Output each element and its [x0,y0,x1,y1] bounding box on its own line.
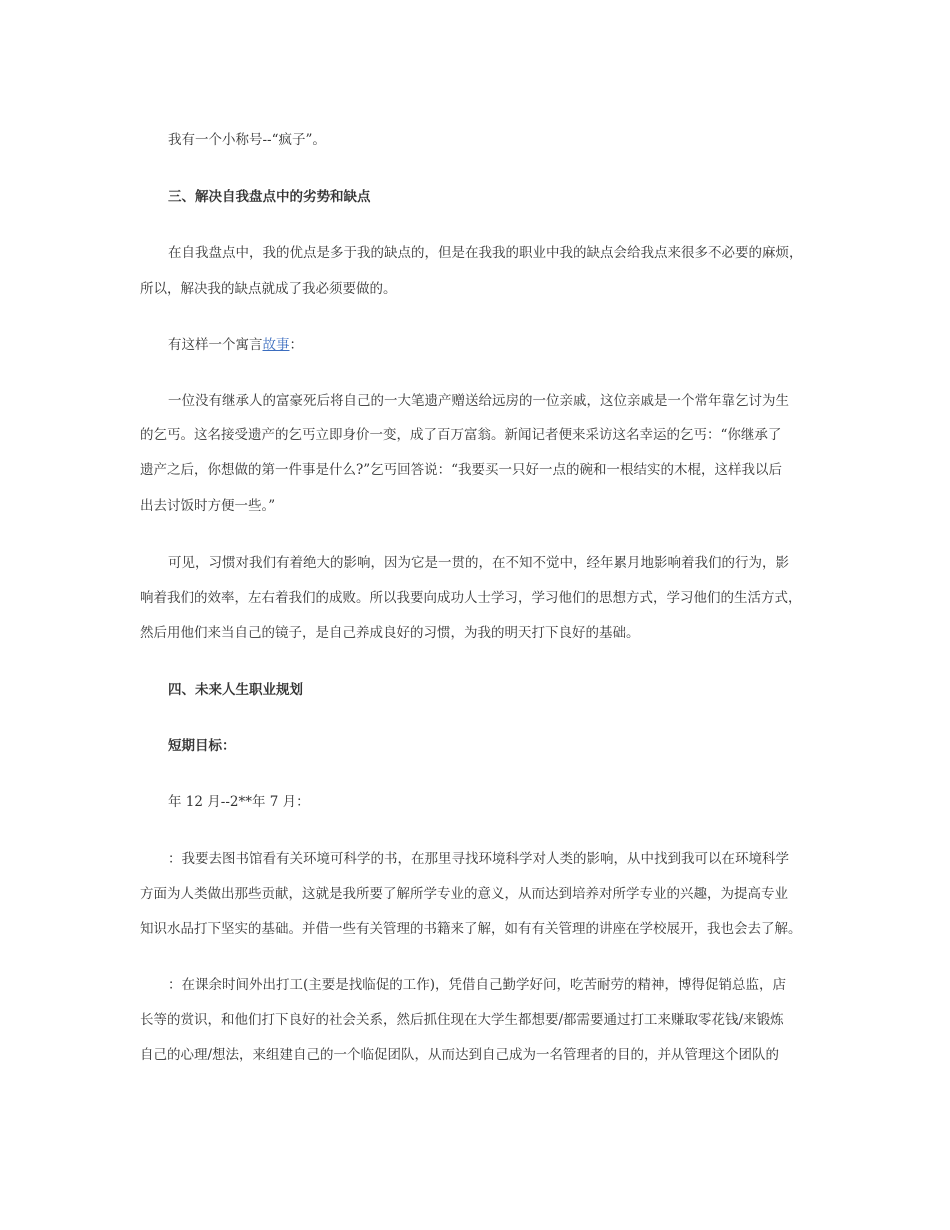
paragraph-nickname: 我有一个小称号--“疯子”。 [168,132,326,148]
para-fable-line-4: 出去讨饭时方便一些。” [140,498,276,514]
para-work-line-3: 自己的心理/想法，来组建自己的一个临促团队，从而达到自己成为一名管理者的目的，并从管理这个团队的 [140,1047,780,1063]
para-study-line-2: 方面为人类做出那些贡献，这就是我所要了解所学专业的意义，从而达到培养对所学专业的兴趣，为提高专业 [140,886,788,902]
para-work-line-2: 长等的赏识，和他们打下良好的社会关系，然后抓住现在大学生都想要/都需要通过打工来赚取零花钱/来锻炼 [140,1012,784,1028]
para-habit-line-2: 响着我们的效率，左右着我们的成败。所以我要向成功人士学习，学习他们的思想方式，学习他们的生活方式， [140,590,802,606]
para-habit-line-1: 可见，习惯对我们有着绝大的影响，因为它是一贯的，在不知不觉中，经年累月地影响着我们的行为，影 [168,555,789,571]
para-fable-line-2: 的乞丐。这名接受遗产的乞丐立即身价一变，成了百万富翁。新闻记者便来采访这名幸运的乞丐：“你继承了 [140,427,782,443]
para-fable-line-3: 遗产之后，你想做的第一件事是什么?”乞丐回答说：“我要买一只好一点的碗和一根结实的木棍，这样我以后 [140,462,783,478]
para-weakness-line-2: 所以，解决我的缺点就成了我必须要做的。 [140,281,397,297]
para-study-line-1: ：我要去图书馆看有关环境可科学的书，在那里寻找环境科学对人类的影响，从中找到我可以在环境科学 [168,851,789,867]
heading-section-four: 四、未来人生职业规划 [168,682,303,698]
fable-intro-prefix: 有这样一个寓言 [168,337,263,353]
para-weakness-line-1: 在自我盘点中，我的优点是多于我的缺点的，但是在我我的职业中我的缺点会给我点来很多不必要的麻烦， [168,245,803,261]
heading-short-term-goals: 短期目标： [168,738,236,754]
para-fable-line-1: 一位没有继承人的富豪死后将自己的一大笔遗产赠送给远房的一位亲戚，这位亲戚是一个常年靠乞讨为生 [168,393,789,409]
date-range: 年 12 月--2**年 7 月： [168,794,310,810]
para-study-line-3: 知识水品打下坚实的基础。并借一些有关管理的书籍来了解，如有有关管理的讲座在学校展开，我也会去了解。 [140,921,802,937]
para-habit-line-3: 然后用他们来当自己的镜子，是自己养成良好的习惯，为我的明天打下良好的基础。 [140,625,640,641]
heading-section-three: 三、解决自我盘点中的劣势和缺点 [168,189,371,205]
para-work-line-1: ：在课余时间外出打工(主要是找临促的工作)，凭借自己勤学好问，吃苦耐劳的精神，博得促销总监，店 [168,977,787,993]
fable-intro-suffix: ： [289,337,303,353]
story-link[interactable]: 故事 [262,337,290,353]
fable-intro [168,336,303,354]
